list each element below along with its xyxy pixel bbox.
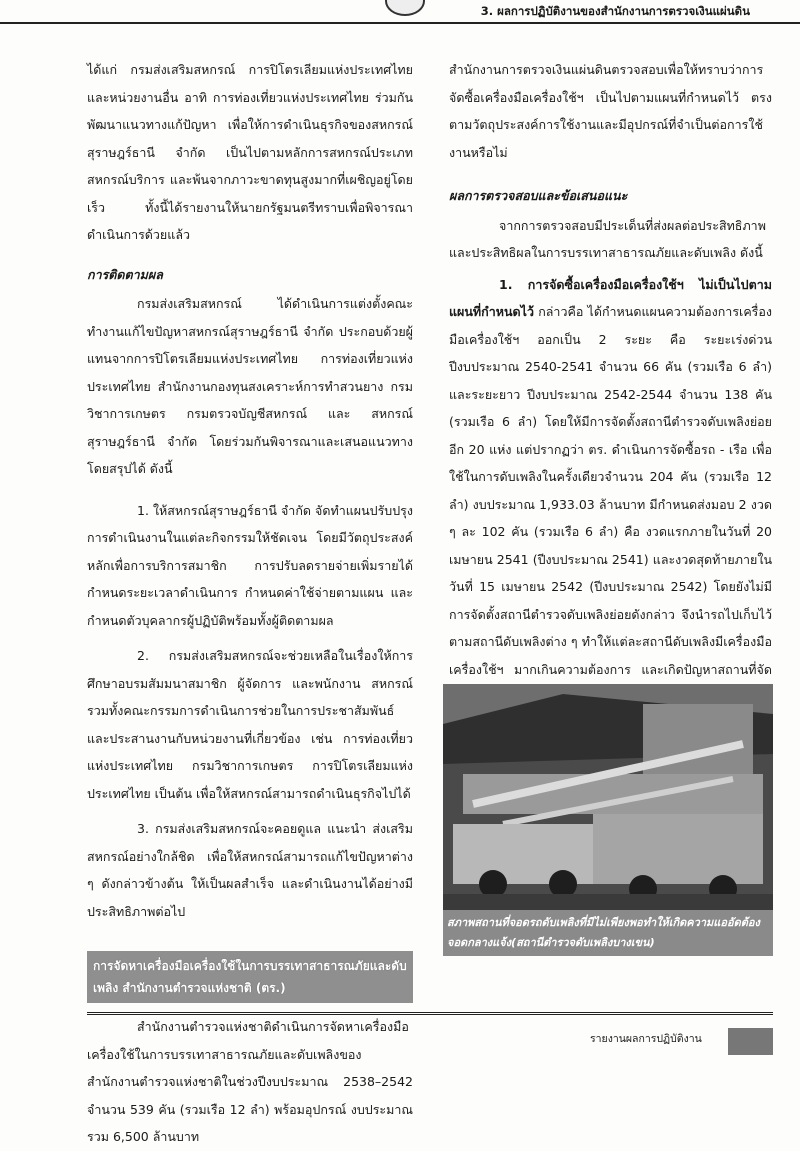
followup-item-2: 2. กรมส่งเสริมสหกรณ์จะช่วยเหลือในเรื่องให้การศึกษาอบรมสัมมนาสมาชิก ผู้จัดการ และพนักงาน สหกรณ์ รวมทั้งคณะกรรมการดำเนินการช่วยในการประชาสัมพันธ์และประสานงานกับหน่วยงานที่เกี่ยวข้อง เช่น การท่องเที่ยวแห่งประเทศไทย กรมวิชาการเกษตร การปิโตรเลียมแห่งประเทศไทย เป็นต้น เพื่อให้สหกรณ์สามารถดำเนินธุรกิจไปได้ xyxy=(87,648,413,801)
followup-item-3: 3. กรมส่งเสริมสหกรณ์จะคอยดูแล แนะนำ ส่งเสริมสหกรณ์อย่างใกล้ชิด เพื่อให้สหกรณ์สามารถแก้ไขปัญหาต่าง ๆ ดังกล่าวข้างต้น ให้เป็นผลสำเร็จ และดำเนินงานได้อย่างมีประสิทธิภาพต่อไป xyxy=(87,821,413,919)
header-title: 3. ผลการปฏิบัติงานของสำนักงานการตรวจเงินแผ่นดิน xyxy=(480,4,750,18)
footer-text: รายงานผลการปฏิบัติงาน xyxy=(590,1033,702,1045)
finding-1-title: 1. การจัดซื้อเครื่องมือเครื่องใช้ฯ ไม่เป็นไปตามแผนที่กำหนดไว้ xyxy=(449,276,772,319)
emblem-logo xyxy=(385,0,425,16)
results-heading: ผลการตรวจสอบและข้อเสนอแนะ xyxy=(449,188,628,203)
photo-caption: สภาพสถานที่จอดรถดับเพลิงที่มีไม่เพียงพอทำให้เกิดความแออัดต้องจอดกลางแจ้ง(สถานีตำรวจดับเพลิงบางเขน) xyxy=(443,910,773,956)
fire-station-photo xyxy=(443,684,773,910)
page-header xyxy=(0,0,800,24)
followup-item-1: 1. ให้สหกรณ์สุราษฎร์ธานี จำกัด จัดทำแผนปรับปรุงการดำเนินงานในแต่ละกิจกรรมให้ชัดเจน โดยมีวัตถุประสงค์หลักเพื่อการบริการสมาชิก การปรับลดรายจ่ายเพิ่มรายได้ กำหนดระยะเวลาดำเนินการ กำหนดค่าใช้จ่ายตามแผน และกำหนดตัวบุคลากรผู้ปฏิบัติพร้อมทั้งผู้ติดตามผล xyxy=(87,502,413,628)
left-column xyxy=(87,56,413,1151)
followup-heading: การติดตามผล xyxy=(87,266,163,282)
section-title-box: การจัดหาเครื่องมือเครื่องใช้ในการบรรเทาสาธารณภัยและดับเพลิง สำนักงานตำรวจแห่งชาติ (ตร.) xyxy=(87,951,413,1003)
results-paragraph: จากการตรวจสอบมีประเด็นที่ส่งผลต่อประสิทธิภาพและประสิทธิผลในการบรรเทาสาธารณภัยและดับเพลิง ดังนี้ xyxy=(449,217,766,260)
finding-1-text: กล่าวคือ ได้กำหนดแผนความต้องการเครื่องมือเครื่องใช้ฯ ออกเป็น 2 ระยะ คือ ระยะเร่งด่วน ปีงบประมาณ 2540-2541 จำนวน 66 คัน (รวมเรือ 6 ลำ) และระยะยาว ปีงบประมาณ 2542-2544 จำนวน 138 คัน (รวมเรือ 6 ลำ) โดยให้มีการจัดตั้งสถานีตำรวจดับเพลิงย่อยอีก 20 แห่ง แต่ปรากฏว่า ตร. ดำเนินการจัดซื้อรถ - เรือ เพื่อใช้ในการดับเพลิงในครั้งเดียวจำนวน 204 คัน (รวมเรือ 12 ลำ) งบประมาณ 1,933.03 ล้านบาท มีกำหนดส่งมอบ 2 งวด ๆ ละ 102 คัน (รวมเรือ 6 ลำ) คือ งวดแรกภายในวันที่ 20 เมษายน 2541 (ปีงบประมาณ 2541) และงวดสุดท้ายภายในวันที่ 15 เมษายน 2542 (ปีงบประมาณ 2542) โดยยังไม่มีการจัดตั้งสถานีตำรวจดับเพลิงย่อยดังกล่าว จึงนำรถไปเก็บไว้ตามสถานีดับเพลิงต่าง ๆ ทำให้แต่ละสถานีดับเพลิงมีเครื่องมือเครื่องใช้ฯ มากเกินความต้องการ และเกิดปัญหาสถานที่จัด xyxy=(449,304,772,677)
section-paragraph: สำนักงานตำรวจแห่งชาติดำเนินการจัดหาเครื่องมือเครื่องใช้ในการบรรเทาสาธารณภัยและดับเพลิงของสำนักงานตำรวจแห่งชาติในช่วงปีงบประมาณ 2538–2542 จำนวน 539 คัน (รวมเรือ 12 ลำ) พร้อมอุปกรณ์ งบประมาณรวม 6,500 ล้านบาท xyxy=(87,1019,413,1144)
footer-divider xyxy=(87,1012,773,1015)
right-column xyxy=(449,56,772,766)
intro-paragraph: ได้แก่ กรมส่งเสริมสหกรณ์ การปิโตรเลียมแห่งประเทศไทย และหน่วยงานอื่น อาทิ การท่องเที่ยวแห่งประเทศไทย ร่วมกันพัฒนาแนวทางแก้ปัญหา เพื่อให้การดำเนินธุรกิจของสหกรณ์สุราษฎร์ธานี จำกัด เป็นไปตามหลักการสหกรณ์ประเภทสหกรณ์บริการ และพ้นจากภาวะขาดทุนสูงมากที่เผชิญอยู่โดยเร็ว ทั้งนี้ได้รายงานให้นายกรัฐมนตรีทราบเพื่อพิจารณาดำเนินการด้วยแล้ว xyxy=(87,62,413,242)
followup-paragraph: กรมส่งเสริมสหกรณ์ ได้ดำเนินการแต่งตั้งคณะทำงานแก้ไขปัญหาสหกรณ์สุราษฎร์ธานี จำกัด ประกอบด้วยผู้แทนจากการปิโตรเลียมแห่งประเทศไทย การท่องเที่ยวแห่งประเทศไทย สำนักงานกองทุนสงเคราะห์การทำสวนยาง กรมวิชาการเกษตร กรมตรวจบัญชีสหกรณ์ และ สหกรณ์สุราษฎร์ธานี จำกัด โดยร่วมกันพิจารณาและเสนอแนวทางโดยสรุปได้ ดังนี้ xyxy=(87,296,413,476)
continued-paragraph: สำนักงานการตรวจเงินแผ่นดินตรวจสอบเพื่อให้ทราบว่าการจัดซื้อเครื่องมือเครื่องใช้ฯ เป็นไปตามแผนที่กำหนดไว้ ตรงตามวัตถุประสงค์การใช้งานและมีอุปกรณ์ที่จำเป็นต่อการใช้งานหรือไม่ xyxy=(449,62,772,160)
page-tab xyxy=(728,1028,773,1055)
photo-illustration xyxy=(443,684,773,910)
